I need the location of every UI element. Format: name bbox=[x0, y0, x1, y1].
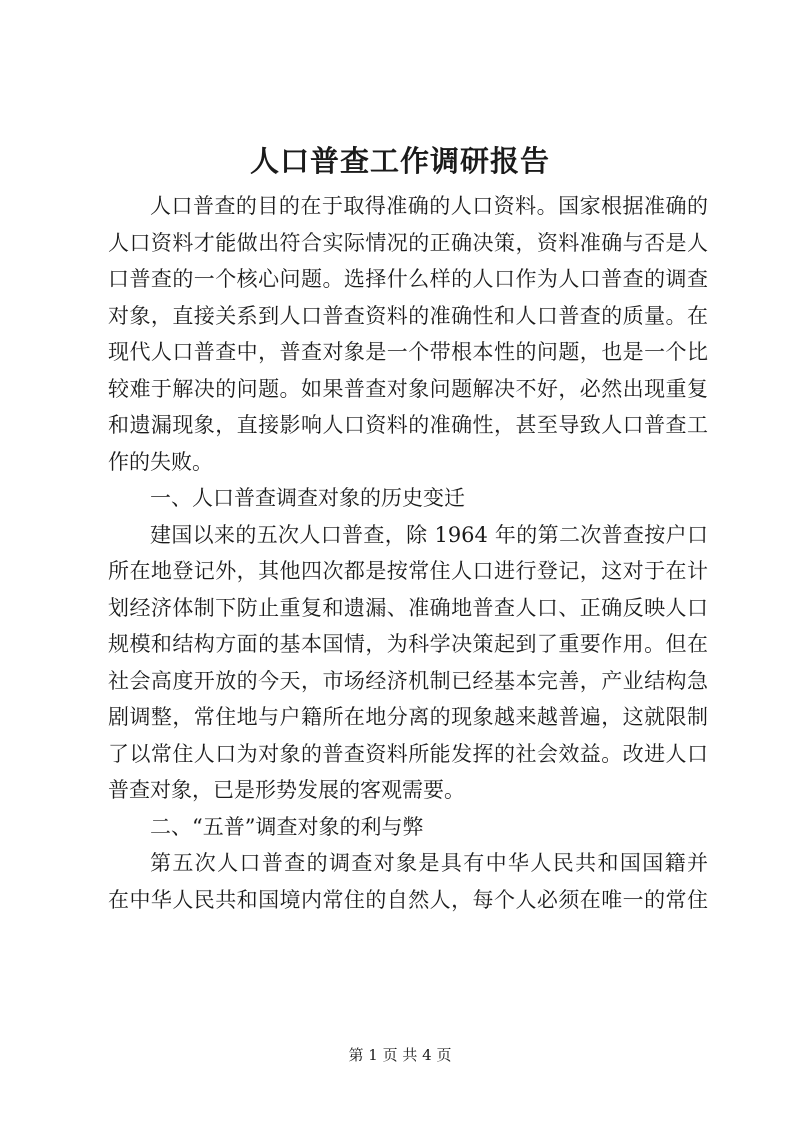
paragraph-line: 普查对象，已是形势发展的客观需要。 bbox=[108, 778, 465, 802]
paragraph-line: 划经济体制下防止重复和遗漏、准确地普查人口、正确反映人口 bbox=[108, 595, 708, 620]
paragraph-line: 对象，直接关系到人口普查资料的准确性和人口普查的质量。在 bbox=[108, 303, 708, 328]
paragraph-line: 建国以来的五次人口普查，除 1964 年的第二次普查按户口 bbox=[150, 522, 708, 547]
paragraph-line: 较难于解决的问题。如果普查对象问题解决不好，必然出现重复 bbox=[108, 376, 708, 401]
paragraph-line: 在中华人民共和国境内常住的自然人，每个人必须在唯一的常住 bbox=[108, 887, 708, 912]
paragraph-line: 作的失败。 bbox=[108, 449, 213, 474]
paragraph-line: 剧调整，常住地与户籍所在地分离的现象越来越普遍，这就限制 bbox=[108, 705, 708, 729]
paragraph-line: 规模和结构方面的基本国情，为科学决策起到了重要作用。但在 bbox=[108, 632, 708, 656]
document-title: 人口普查工作调研报告 bbox=[249, 144, 550, 178]
paragraph-line: 现代人口普查中，普查对象是一个带根本性的问题，也是一个比 bbox=[108, 340, 708, 364]
page-footer: 第 1 页 共 4 页 bbox=[348, 1046, 452, 1064]
section-heading: 一、人口普查调查对象的历史变迁 bbox=[150, 486, 465, 510]
paragraph-line: 所在地登记外，其他四次都是按常住人口进行登记，这对于在计 bbox=[108, 559, 708, 583]
paragraph-line: 第五次人口普查的调查对象是具有中华人民共和国国籍并 bbox=[150, 851, 708, 875]
document-body bbox=[108, 188, 708, 918]
paragraph-line: 了以常住人口为对象的普查资料所能发挥的社会效益。改进人口 bbox=[108, 741, 708, 766]
paragraph-line: 口普查的一个核心问题。选择什么样的人口作为人口普查的调查 bbox=[108, 267, 708, 291]
paragraph-line: 社会高度开放的今天，市场经济机制已经基本完善，产业结构急 bbox=[108, 668, 708, 693]
paragraph-line: 和遗漏现象，直接影响人口资料的准确性，甚至导致人口普查工 bbox=[108, 413, 708, 437]
paragraph-line: 人口资料才能做出符合实际情况的正确决策，资料准确与否是人 bbox=[108, 230, 708, 255]
section-heading: 二、“五普”调查对象的利与弊 bbox=[150, 814, 424, 839]
paragraph-line: 人口普查的目的在于取得准确的人口资料。国家根据准确的 bbox=[150, 194, 708, 218]
